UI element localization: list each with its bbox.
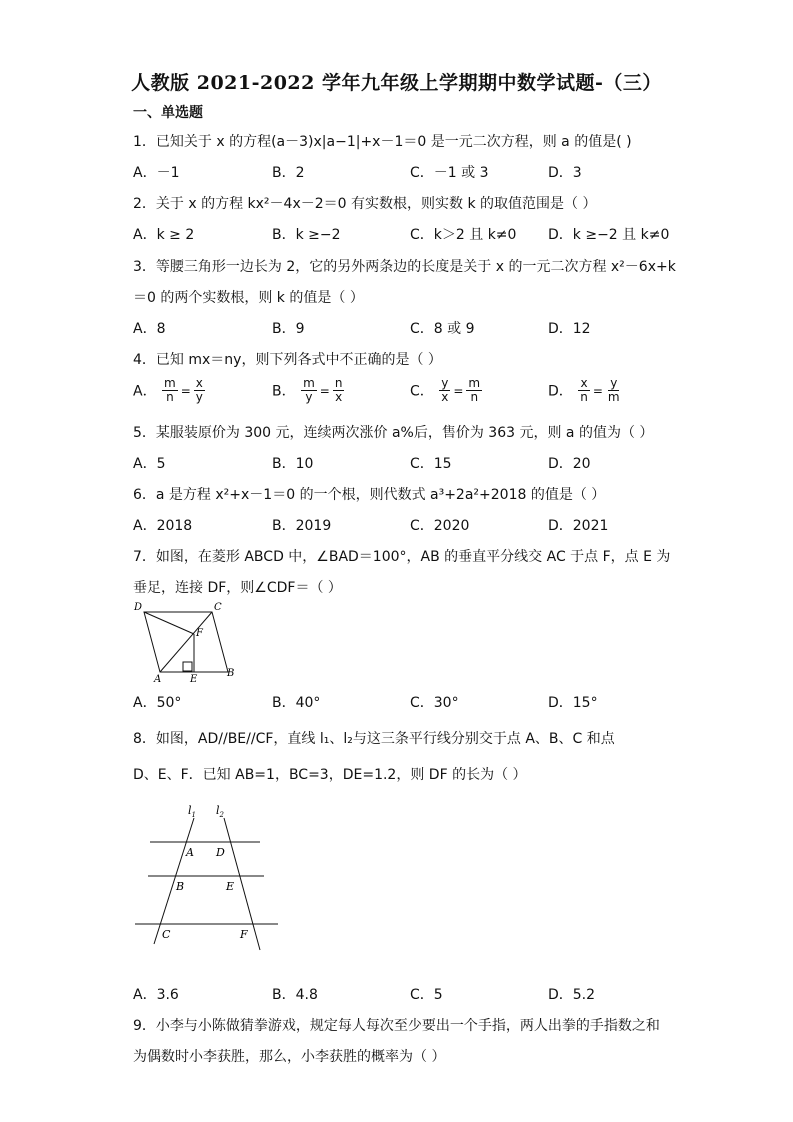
q8-option-c[interactable]: C．5 bbox=[410, 987, 443, 1003]
question-8-stem-line1: 8．如图，AD//BE//CF，直线 l₁、l₂与这三条平行线分别交于点 A、B、C 和点 bbox=[133, 731, 615, 747]
fraction-numerator: y bbox=[610, 376, 618, 390]
fraction-numerator: m bbox=[303, 376, 315, 390]
fraction-denominator: m bbox=[607, 390, 620, 404]
question-3-stem-line2: ＝0 的两个实数根，则 k 的值是（ ） bbox=[133, 290, 364, 306]
q4-option-c[interactable] bbox=[410, 377, 483, 404]
fraction-denominator: n bbox=[580, 390, 588, 404]
q5-option-c[interactable]: C．15 bbox=[410, 456, 452, 472]
q8-option-a[interactable]: A．3.6 bbox=[133, 987, 179, 1003]
q4-option-a-label: A． bbox=[133, 383, 157, 400]
fraction-denominator: n bbox=[166, 390, 174, 404]
q1-option-d[interactable]: D．3 bbox=[548, 165, 582, 181]
q4-option-c-label: C． bbox=[410, 383, 434, 400]
fraction-denominator: x bbox=[335, 390, 343, 404]
q8-option-d[interactable]: D．5.2 bbox=[548, 987, 596, 1003]
q7-option-b[interactable]: B．40° bbox=[272, 695, 321, 711]
label-b: B bbox=[227, 668, 235, 679]
equals-sign: = bbox=[453, 383, 464, 398]
fraction-denominator: x bbox=[441, 390, 449, 404]
fraction-numerator: m bbox=[468, 376, 481, 390]
q4-a-left-fraction bbox=[162, 377, 178, 404]
label-l1 bbox=[188, 804, 196, 819]
l2-letter: l bbox=[216, 804, 220, 817]
fraction-numerator: m bbox=[164, 376, 176, 390]
q6-option-b[interactable]: B．2019 bbox=[272, 518, 332, 534]
q1-option-c[interactable]: C．－1 或 3 bbox=[410, 165, 489, 181]
q8-option-b[interactable]: B．4.8 bbox=[272, 987, 318, 1003]
q4-option-a[interactable] bbox=[133, 377, 206, 404]
q2-option-a[interactable]: A．k ≥ 2 bbox=[133, 227, 195, 243]
label-e: E bbox=[190, 674, 198, 684]
equals-sign: = bbox=[180, 383, 191, 398]
page-title: 人教版 2021-2022 学年九年级上学期期中数学试题-（三） bbox=[131, 72, 662, 94]
fraction-denominator: y bbox=[195, 390, 203, 404]
label-a: A bbox=[186, 846, 194, 859]
q6-option-c[interactable]: C．2020 bbox=[410, 518, 470, 534]
q4-b-left-fraction bbox=[301, 377, 317, 404]
q4-d-right-fraction bbox=[606, 377, 622, 404]
q4-a-right-fraction bbox=[194, 377, 205, 404]
q4-b-right-fraction bbox=[333, 377, 345, 404]
question-8-stem-line2: D、E、F．已知 AB=1，BC=3，DE=1.2，则 DF 的长为（ ） bbox=[133, 767, 527, 783]
q4-c-left-fraction bbox=[439, 377, 450, 404]
l1-subscript: 1 bbox=[191, 811, 196, 819]
label-c: C bbox=[162, 928, 171, 941]
q5-option-b[interactable]: B．10 bbox=[272, 456, 314, 472]
q7-option-a[interactable]: A．50° bbox=[133, 695, 182, 711]
question-9-stem-line1: 9．小李与小陈做猜拳游戏，规定每人每次至少要出一个手指，两人出拳的手指数之和 bbox=[133, 1018, 660, 1034]
question-1-stem: 1．已知关于 x 的方程(a－3)x|a−1|+x－1＝0 是一元二次方程，则 a 的值是( ) bbox=[133, 134, 632, 150]
fraction-numerator: x bbox=[195, 376, 203, 390]
fraction-denominator: y bbox=[305, 390, 313, 404]
q2-option-b[interactable]: B．k ≥−2 bbox=[272, 227, 341, 243]
question-3-stem-line1: 3．等腰三角形一边长为 2，它的另外两条边的长度是关于 x 的一元二次方程 x²－6x+k bbox=[133, 259, 676, 275]
q4-option-d[interactable] bbox=[548, 377, 623, 404]
l2-subscript: 2 bbox=[219, 811, 224, 819]
q3-option-d[interactable]: D．12 bbox=[548, 321, 591, 337]
label-e: E bbox=[226, 880, 235, 893]
label-c: C bbox=[214, 602, 222, 613]
q4-option-d-label: D． bbox=[548, 383, 573, 400]
q4-d-left-fraction bbox=[578, 377, 590, 404]
equals-sign: = bbox=[319, 383, 330, 398]
q3-option-c[interactable]: C．8 或 9 bbox=[410, 321, 475, 337]
label-a: A bbox=[154, 674, 162, 684]
q6-option-a[interactable]: A．2018 bbox=[133, 518, 193, 534]
question-7-stem-line1: 7．如图，在菱形 ABCD 中，∠BAD＝100°，AB 的垂直平分线交 AC 于点 F，点 E 为 bbox=[133, 549, 671, 565]
fraction-numerator: x bbox=[580, 376, 588, 390]
label-l2 bbox=[216, 804, 225, 819]
label-b: B bbox=[176, 880, 185, 893]
label-f: F bbox=[240, 928, 248, 941]
q5-option-a[interactable]: A．5 bbox=[133, 456, 166, 472]
question-9-stem-line2: 为偶数时小李获胜，那么，小李获胜的概率为（ ） bbox=[133, 1049, 446, 1065]
q5-option-d[interactable]: D．20 bbox=[548, 456, 591, 472]
l1-letter: l bbox=[188, 804, 192, 817]
q2-option-d[interactable]: D．k ≥−2 且 k≠0 bbox=[548, 227, 670, 243]
question-7-stem-line2: 垂足，连接 DF，则∠CDF＝（ ） bbox=[133, 580, 342, 596]
section-heading: 一、单选题 bbox=[133, 105, 203, 121]
label-f: F bbox=[196, 628, 203, 639]
question-4-stem: 4．已知 mx＝ny，则下列各式中不正确的是（ ） bbox=[133, 352, 442, 368]
q1-option-a[interactable]: A．－1 bbox=[133, 165, 180, 181]
q4-c-right-fraction bbox=[466, 377, 482, 404]
q4-option-b-label: B． bbox=[272, 383, 296, 400]
fraction-denominator: n bbox=[470, 390, 479, 404]
q7-option-c[interactable]: C．30° bbox=[410, 695, 459, 711]
q4-option-b[interactable] bbox=[272, 377, 345, 404]
q6-option-d[interactable]: D．2021 bbox=[548, 518, 609, 534]
equals-sign: = bbox=[592, 383, 603, 398]
label-d: D bbox=[216, 846, 225, 859]
fraction-numerator: y bbox=[441, 376, 449, 390]
q3-option-a[interactable]: A．8 bbox=[133, 321, 166, 337]
q3-option-b[interactable]: B．9 bbox=[272, 321, 305, 337]
label-d: D bbox=[134, 602, 143, 613]
parallel-lines-figure bbox=[130, 800, 285, 960]
q7-option-d[interactable]: D．15° bbox=[548, 695, 598, 711]
question-5-stem: 5．某服装原价为 300 元，连续两次涨价 a%后，售价为 363 元，则 a 的值为（ ） bbox=[133, 425, 654, 441]
question-6-stem: 6．a 是方程 x²+x－1＝0 的一个根，则代数式 a³+2a²+2018 的值是（ ） bbox=[133, 487, 606, 503]
question-2-stem: 2．关于 x 的方程 kx²－4x－2＝0 有实数根，则实数 k 的取值范围是（ ） bbox=[133, 196, 597, 212]
fraction-numerator: n bbox=[334, 376, 343, 390]
q1-option-b[interactable]: B．2 bbox=[272, 165, 305, 181]
rhombus-figure bbox=[130, 598, 240, 684]
q2-option-c[interactable]: C．k＞2 且 k≠0 bbox=[410, 227, 517, 243]
